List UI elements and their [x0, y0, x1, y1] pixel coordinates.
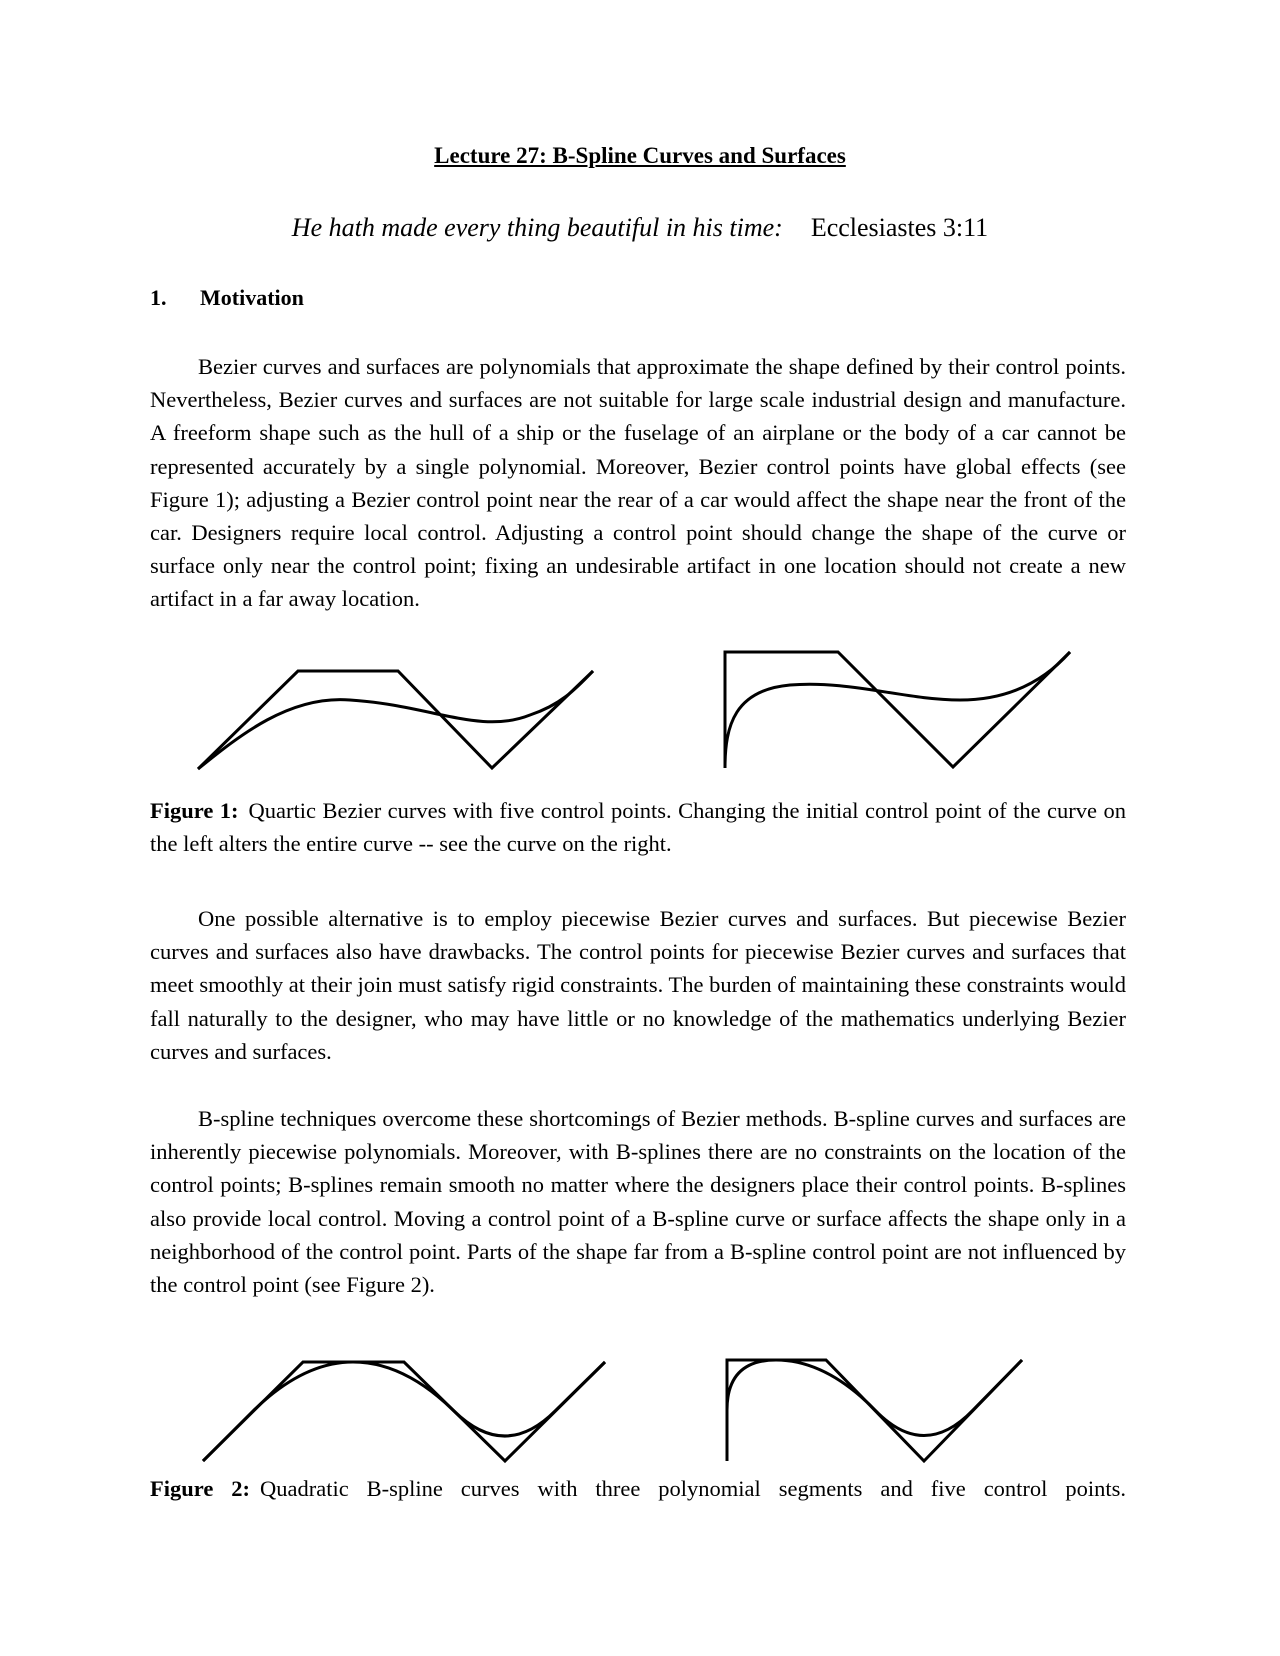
- section-number: 1.: [150, 285, 167, 310]
- section-title: Motivation: [200, 285, 304, 310]
- lecture-title-text: Lecture 27: B-Spline Curves and Surfaces: [434, 143, 846, 168]
- figure-2-label: Figure 2:: [150, 1476, 250, 1501]
- fig2-left-control-polygon: [203, 1362, 605, 1461]
- fig2-right-bspline-curve: [727, 1360, 1022, 1461]
- paragraph-piecewise: One possible alternative is to employ piecewise Bezier curves and surfaces. But piecewise Bezier curves and surfaces also have drawbacks. The control points for piecewise Bezier curves and surfaces that meet smoothly at their join must satisfy rigid constraints. The burden of maintaining these constraints would fall naturally to the designer, who may have little or no knowledge of the mathematics underlying Bezier curves and surfaces.: [150, 906, 1126, 1064]
- epigraph-quote: He hath made every thing beautiful in his time:: [291, 213, 783, 242]
- figure-1-label: Figure 1:: [150, 798, 239, 823]
- figure-2-caption-text: Quadratic B-spline curves with three polynomial segments and five control points.: [260, 1476, 1126, 1501]
- fig2-left-bspline-curve: [203, 1362, 605, 1461]
- paragraph-motivation: Bezier curves and surfaces are polynomials that approximate the shape defined by their control points. Nevertheless, Bezier curves and surfaces are not suitable for large scale industrial design and manufacture. A freeform shape such as the hull of a ship or the fuselage of an airplane or the body of a car cannot be represented accurately by a single polynomial. Moreover, Bezier control points have global effects (see Figure 1); adjusting a Bezier control point near the rear of a car would affect the shape near the front of the car. Designers require local control. Adjusting a control point should change the shape of the curve or surface only near the control point; fixing an undesirable artifact in one location should not create a new artifact in a far away location.: [150, 354, 1126, 612]
- epigraph-reference: Ecclesiastes 3:11: [810, 213, 989, 242]
- figure-2-caption: [150, 1472, 1126, 1505]
- figure-1-caption-text: Quartic Bezier curves with five control points. Changing the initial control point of the curve on the left alters the entire curve -- see the curve on the right.: [150, 798, 1126, 857]
- paragraph-bspline: B-spline techniques overcome these shortcomings of Bezier methods. B-spline curves and surfaces are inherently piecewise polynomials. Moreover, with B-splines there are no constraints on the location of the control points; B-splines remain smooth no matter where the designers place their control points. B-splines also provide local control. Moving a control point of a B-spline curve or surface affects the shape only in a neighborhood of the control point. Parts of the shape far from a B-spline control point are not influenced by the control point (see Figure 2).: [150, 1106, 1126, 1298]
